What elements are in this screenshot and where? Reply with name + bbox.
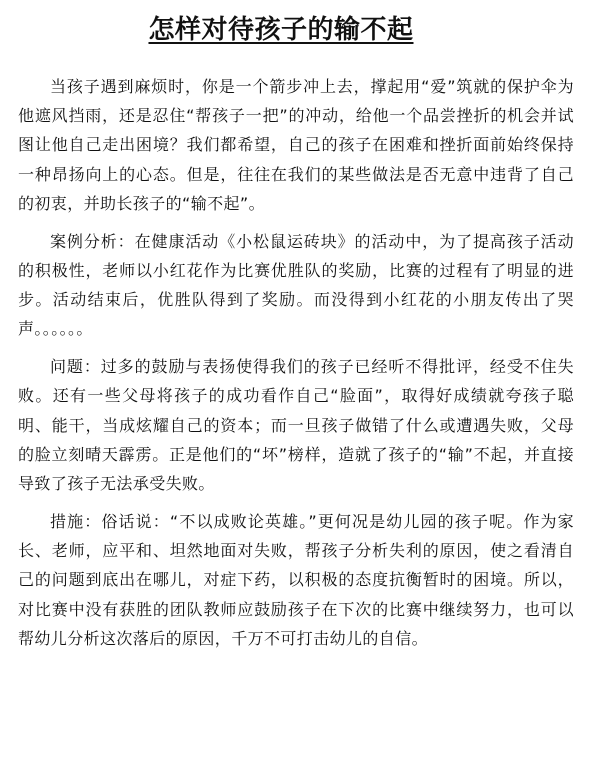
paragraph-intro: 当孩子遇到麻烦时，你是一个箭步冲上去，撑起用“爱”筑就的保护伞为他遮风挡雨，还是忍住“帮孩子一把”的冲动，给他一个品尝挫折的机会并试图让他自己走出困境？我们都希望，自己的孩子在困难和挫折面前始终保持一种昂扬向上的心态。但是，往往在我们的某些做法是否无意中违背了自己的初衷，并助长孩子的“输不起”。 (18, 77, 574, 213)
document-title (0, 13, 562, 47)
paragraph-problem: 问题：过多的鼓励与表扬使得我们的孩子已经听不得批评，经受不住失败。还有一些父母将孩子的成功看作自己“脸面”，取得好成绩就夸孩子聪明、能干，当成炫耀自己的资本；而一旦孩子做错了什么或遭遇失败，父母的脸立刻晴天霹雳。正是他们的“坏”榜样，造就了孩子的“输”不起，并直接导致了孩子无法承受失败。 (18, 357, 574, 494)
paragraph-measures: 措施：俗话说：“不以成败论英雄。”更何况是幼儿园的孩子呢。作为家长、老师，应平和、坦然地面对失败，帮孩子分析失利的原因，使之看清自己的问题到底出在哪儿，对症下药，以积极的态度抗衡暂时的困境。所以，对比赛中没有获胜的团队教师应鼓励孩子在下次的比赛中继续努力，也可以帮幼儿分析这次落后的原因，千万不可打击幼儿的自信。 (18, 511, 574, 648)
paragraph-case-analysis: 案例分析：在健康活动《小松鼠运砖块》的活动中，为了提高孩子活动的积极性，老师以小红花作为比赛优胜队的奖励，比赛的过程有了明显的进步。活动结束后，优胜队得到了奖励。而没得到小红花的小朋友传出了哭声。。。。。。 (18, 231, 574, 339)
document-title-text: 怎样对待孩子的输不起 (148, 15, 414, 45)
document-body (18, 72, 574, 662)
